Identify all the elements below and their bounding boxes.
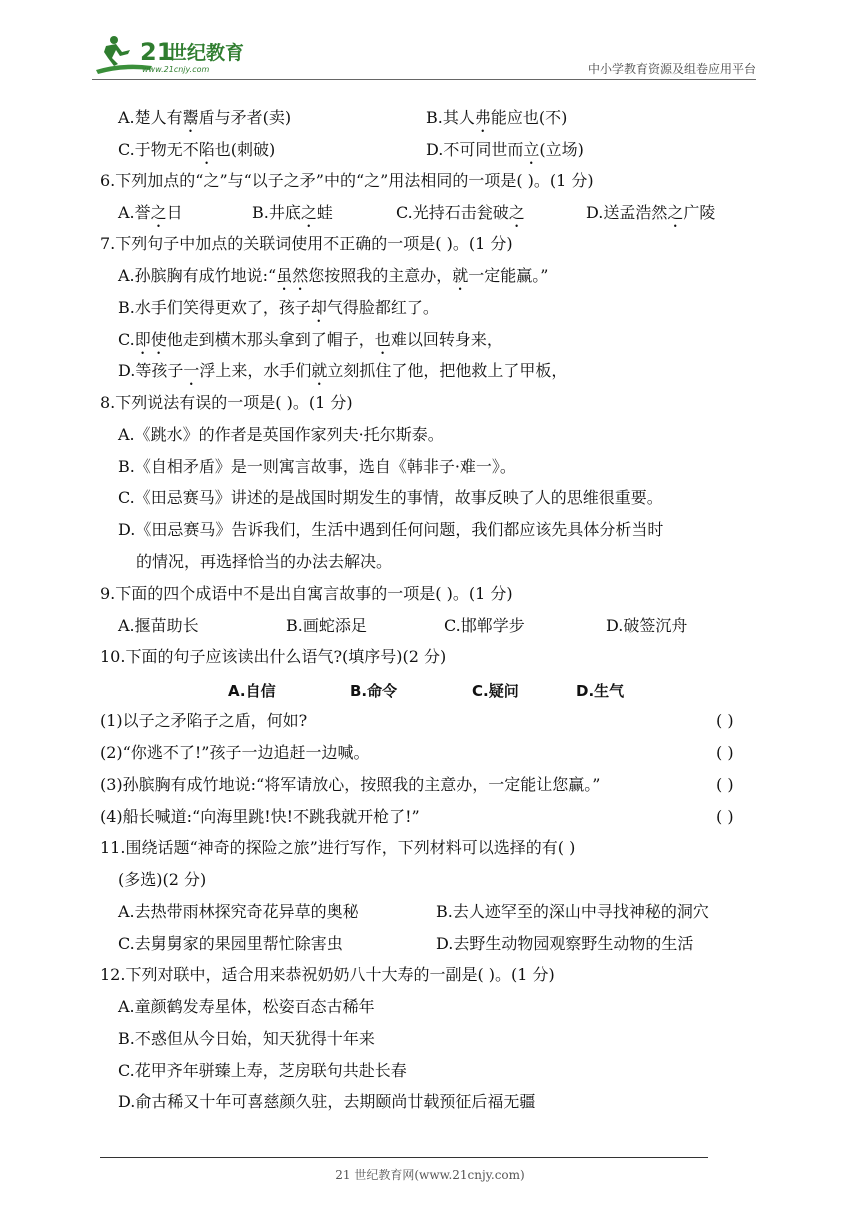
q12-stem: 12.下列对联中，适合用来恭祝奶奶八十大寿的一副是( )。(1 分) <box>100 965 555 984</box>
q10-item-3: (3)孙膑胸有成竹地说:“将军请放心，按照我的主意办，一定能让您赢。” <box>100 775 601 794</box>
q11-option-a: A.去热带雨林探究奇花异草的奥秘 <box>118 902 359 921</box>
platform-label: 中小学教育资源及组卷应用平台 <box>587 62 756 76</box>
q6-option-d: D.送孟浩然之广陵 <box>586 203 716 222</box>
q10-item-4: (4)船长喊道:“向海里跳!快!不跳我就开枪了!” <box>100 807 420 826</box>
q12-option-c: C.花甲齐年骈臻上寿，芝房联句共赴长春 <box>118 1061 407 1080</box>
q8-option-d-line2: 的情况，再选择恰当的办法去解决。 <box>136 552 393 571</box>
svg-text:21: 21 <box>140 38 174 66</box>
q12-option-a: A.童颜鹤发寿星体，松姿百态古稀年 <box>118 997 375 1016</box>
q8-stem: 8.下列说法有误的一项是( )。(1 分) <box>100 393 353 412</box>
header-rule <box>92 79 756 80</box>
q11-option-c: C.去舅舅家的果园里帮忙除害虫 <box>118 934 343 953</box>
q10-option-b: B.命令 <box>350 682 398 700</box>
q7-option-a: A.孙膑胸有成竹地说:“虽然您按照我的主意办，就一定能赢。” <box>118 266 549 285</box>
q6-option-b: B.井底之蛙 <box>252 203 333 222</box>
q10-stem: 10.下面的句子应该读出什么语气?(填序号)(2 分) <box>100 647 447 666</box>
q10-answer-1: ( ) <box>716 711 734 730</box>
q8-option-d-line1: D.《田忌赛马》告诉我们，生活中遇到任何问题，我们都应该先具体分析当时 <box>118 520 664 539</box>
q11-stem-line2: (多选)(2 分) <box>118 870 207 889</box>
q9-stem: 9.下面的四个成语中不是出自寓言故事的一项是( )。(1 分) <box>100 584 513 603</box>
q11-stem: 11.围绕话题“神奇的探险之旅”进行写作，下列材料可以选择的有( ) <box>100 838 576 857</box>
q11-option-b: B.去人迹罕至的深山中寻找神秘的洞穴 <box>436 902 709 921</box>
q7-stem: 7.下列句子中加点的关联词使用不正确的一项是( )。(1 分) <box>100 234 513 253</box>
q5-option-a: A.楚人有鬻盾与矛者(卖) <box>118 108 292 127</box>
q10-answer-4: ( ) <box>716 807 734 826</box>
q7-option-d: D.等孩子一浮上来，水手们就立刻抓住了他，把他救上了甲板， <box>118 361 568 380</box>
q10-option-c: C.疑问 <box>472 682 519 700</box>
svg-text:世纪教育: 世纪教育 <box>168 42 245 64</box>
q10-option-d: D.生气 <box>576 682 625 700</box>
q10-item-1: (1)以子之矛陷子之盾，何如? <box>100 711 308 730</box>
q6-option-a: A.誉之日 <box>118 203 183 222</box>
q8-option-c: C.《田忌赛马》讲述的是战国时期发生的事情，故事反映了人的思维很重要。 <box>118 488 663 507</box>
footer-text: 21 世纪教育网(www.21cnjy.com) <box>335 1168 525 1182</box>
q12-option-d: D.俞古稀又十年可喜慈颜久驻，去期颐尚廿载预征后福无疆 <box>118 1092 536 1111</box>
q5-option-b: B.其人弗能应也(不) <box>426 108 568 127</box>
q8-option-b: B.《自相矛盾》是一则寓言故事，选自《韩非子·难一》。 <box>118 457 516 476</box>
svg-text:www.21cnjy.com: www.21cnjy.com <box>142 65 210 74</box>
q10-answer-3: ( ) <box>716 775 734 794</box>
q11-option-d: D.去野生动物园观察野生动物的生活 <box>436 934 694 953</box>
q12-option-b: B.不惑但从今日始，知天犹得十年来 <box>118 1029 375 1048</box>
q10-option-a: A.自信 <box>228 682 276 700</box>
q8-option-a: A.《跳水》的作者是英国作家列夫·托尔斯泰。 <box>118 425 444 444</box>
footer-rule <box>100 1157 708 1158</box>
q6-stem: 6.下列加点的“之”与“以子之矛”中的“之”用法相同的一项是( )。(1 分) <box>100 171 594 190</box>
q9-option-b: B.画蛇添足 <box>286 616 367 635</box>
q9-option-d: D.破签沉舟 <box>606 616 688 635</box>
q10-item-2: (2)“你逃不了!”孩子一边追赶一边喊。 <box>100 743 370 762</box>
q7-option-b: B.水手们笑得更欢了，孩子却气得脸都红了。 <box>118 298 439 317</box>
q10-answer-2: ( ) <box>716 743 734 762</box>
q9-option-c: C.邯郸学步 <box>444 616 525 635</box>
q7-option-c: C.即使他走到横木那头拿到了帽子，也难以回转身来， <box>118 330 503 349</box>
q9-option-a: A.揠苗助长 <box>118 616 199 635</box>
q5-option-c: C.于物无不陷也(刺破) <box>118 140 276 159</box>
q6-option-c: C.光持石击瓮破之 <box>396 203 525 222</box>
site-logo <box>92 30 262 78</box>
q5-option-d: D.不可同世而立(立场) <box>426 140 584 159</box>
page-header <box>0 0 860 82</box>
